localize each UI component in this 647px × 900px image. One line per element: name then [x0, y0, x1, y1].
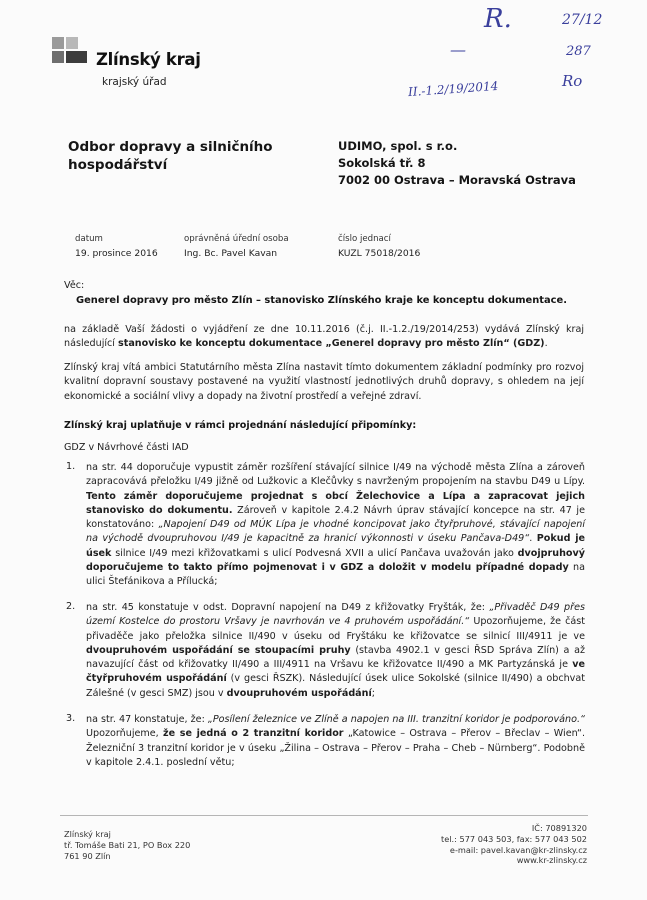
item-2-number: 2. [66, 601, 76, 612]
date-value: 19. prosince 2016 [75, 248, 158, 259]
recipient-line-2: Sokolská tř. 8 [338, 156, 426, 170]
person-value: Ing. Bc. Pavel Kavan [184, 248, 278, 259]
intro-text-bold: stanovisko ke konceptu dokumentace „Generel dopravy pro město Zlín“ (GDZ) [118, 338, 545, 350]
recipient-line-3: 7002 00 Ostrava – Moravská Ostrava [338, 173, 576, 187]
sender-line-1: Odbor dopravy a silničního [68, 139, 273, 155]
logo-square-large [66, 51, 87, 63]
footer-tel: tel.: 577 043 503, fax: 577 043 502 [441, 833, 587, 844]
welcome-paragraph: Zlínský kraj vítá ambici Statutárního města Zlína nastavit tímto dokumentem základní podmínky pro rozvoj kvalitní dopravní soustavy postavené na využití vlastností jednotlivých druhů dopravy, s ohledem na její ekonomické a sociální vlivy a dopady na životní prostředí a veřejné zdraví. [64, 362, 584, 402]
footer-email[interactable]: e-mail: pavel.kavan@kr-zlinsky.cz [449, 844, 587, 855]
date-label: datum [75, 234, 103, 244]
handwritten-number-mid: 287 [566, 44, 591, 59]
subject-text: Generel dopravy pro město Zlín – stanovisko Zlínského kraje ke konceptu dokumentace. [76, 295, 567, 306]
footer-web[interactable]: www.kr-zlinsky.cz [516, 855, 587, 866]
footer-street: tř. Tomáše Bati 21, PO Box 220 [64, 839, 191, 850]
section-title: GDZ v Návrhové části IAD [64, 442, 189, 453]
item-3-text: na str. 47 konstatuje, že: „Posílení železnice ve Zlíně a napojen na III. tranzitní koridor je podporováno.“ Upozorňujeme, že se jedná o 2 tranzitní koridor „Katowice – Ostrava – Přerov – Břeclav – Wien“. Železniční 3 tranzitní koridor je v úseku „Žilina – Ostrava – Přerov – Praha – Cheb – Nürnberg“. Podobně v kapitole 2.4.1. poslední větu; [86, 714, 585, 768]
footer-address [64, 829, 190, 861]
intro-text-a: na základě Vaší žádosti o vyjádření ze dne 10.11.2016 (č.j. II.-1.2./19/2014/253) vydává Zlínský kraj následující [64, 324, 584, 350]
footer-city: 761 90 Zlín [64, 850, 111, 861]
person-label: oprávněná úřední osoba [184, 234, 289, 244]
handwritten-number-top: 27/12 [562, 12, 603, 28]
footer-divider [60, 815, 588, 816]
footer-contact [441, 823, 587, 866]
item-2-text: na str. 45 konstatuje v odst. Dopravní napojení na D49 z křižovatky Fryšták, že: „Přivaděč D49 přes území Kostelce do prostoru Vršavy je navrhován ve 4 pruhovém uspořádání.“ Upozorňujeme, že část přivaděče jako přeložka silnice II/490 v úseku od Fryštáku ke křižovatce se silnicí III/4911 je ve dvoupruhovém uspořádání se stoupacími pruhy (stavba 4902.1 v gesci ŘSD Správa Zlín) a až navazující část od křižovatky II/490 a III/4911 na Vršavu ke křižovatce II/490 a MK Partyzánská je ve čtyřpruhovém uspořádání (v gesci ŘSZK). Následující úsek ulice Sokolské (silnice II/490) a obchvat Zálešné (v gesci SMZ) jsou v dvoupruhovém uspořádání; [86, 602, 585, 699]
subject-label: Věc: [64, 280, 85, 291]
comments-heading: Zlínský kraj uplatňuje v rámci projednání následující připomínky: [64, 420, 417, 431]
recipient-line-1: UDIMO, spol. s r.o. [338, 139, 458, 153]
logo-name: Zlínský kraj [96, 50, 201, 69]
intro-text-c: . [544, 338, 548, 350]
handwritten-signature: Ro [562, 72, 583, 90]
reference-value: KUZL 75018/2016 [338, 248, 421, 259]
item-1-text: na str. 44 doporučuje vypustit záměr rozšíření stávající silnice I/49 na východě města Zlína a zároveň zapracovává přeložku I/49 jižně od Lužkovic a Klečůvky s navrženým propojením na stavbu D49 u Lípy. Tento záměr doporučujeme projednat s obcí Želechovice a Lípa a zapracovat jejich stanovisko do dokumentu. Zároveň v kapitole 2.4.2 Návrh úprav stávající koncepce na str. 47 je konstatováno: „Napojení D49 od MÚK Lípa je vhodné koncipovat jako čtyřpruhové, stávající napojení na východě dvoupruhovou I/49 je kapacitně za hranicí výkonnosti v úseku Pančava-D49“. Pokud je úsek silnice I/49 mezi křižovatkami s ulicí Podvesná XVII a ulicí Pančava uvažován jako dvojpruhový doporučujeme to takto přímo pojmenovat i v GDZ a doložit v modelu případné dopady na ulici Štefánikova a Přílucká; [86, 462, 585, 588]
reference-label: číslo jednací [338, 234, 391, 244]
logo-square-mid [52, 51, 64, 63]
intro-paragraph [64, 323, 584, 352]
item-1-number: 1. [66, 461, 76, 472]
footer-ic: IČ: 70891320 [531, 823, 587, 833]
item-3-number: 3. [66, 713, 76, 724]
sender-department [68, 138, 273, 174]
sender-line-2: hospodářství [68, 157, 168, 173]
handwritten-initial: R. [484, 4, 512, 34]
logo-subtitle: krajský úřad [102, 76, 167, 88]
logo-square-light [66, 37, 78, 49]
handwritten-reference: II.-1.2/19/2014 [407, 78, 499, 100]
logo-square-small [52, 37, 64, 49]
handwritten-dash: — [450, 40, 466, 59]
recipient-address [338, 138, 576, 189]
footer-org: Zlínský kraj [64, 829, 111, 839]
